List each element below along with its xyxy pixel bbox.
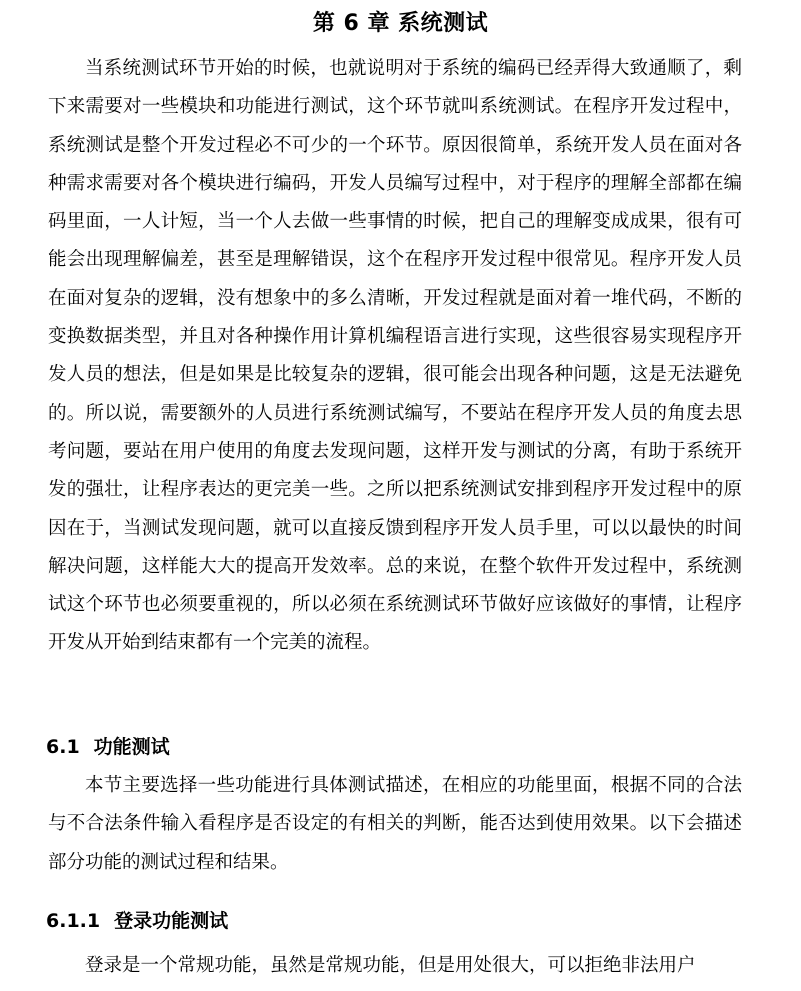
section-title: 功能测试 — [93, 736, 170, 758]
section-heading-6-1 — [46, 732, 170, 762]
section-heading-6-1-1 — [46, 906, 228, 936]
section-6-1-paragraph: 本节主要选择一些功能进行具体测试描述，在相应的功能里面，根据不同的合法与不合法条件输入看程序是否设定的有相关的判断，能否达到使用效果。以下会描述部分功能的测试过程和结果。 — [48, 775, 742, 873]
section-6-1-1-paragraph: 登录是一个常规功能，虽然是常规功能，但是用处很大，可以拒绝非法用户 — [85, 955, 696, 976]
section-number: 6.1 — [46, 736, 80, 758]
chapter-title: 第 6 章 系统测试 — [312, 11, 489, 36]
section-title: 登录功能测试 — [114, 910, 229, 932]
section-number: 6.1.1 — [46, 910, 101, 932]
intro-paragraph: 当系统测试环节开始的时候，也就说明对于系统的编码已经弄得大致通顺了，剩下来需要对一些模块和功能进行测试，这个环节就叫系统测试。在程序开发过程中，系统测试是整个开发过程必不可少的一个环节。原因很简单，系统开发人员在面对各种需求需要对各个模块进行编码，开发人员编写过程中，对于程序的理解全部都在编码里面，一人计短，当一个人去做一些事情的时候，把自己的理解变成成果，很有可能会出现理解偏差，甚至是理解错误，这个在程序开发过程中很常见。程序开发人员在面对复杂的逻辑，没有想象中的多么清晰，开发过程就是面对着一堆代码，不断的变换数据类型，并且对各种操作用计算机编程语言进行实现，这些很容易实现程序开发人员的想法，但是如果是比较复杂的逻辑，很可能会出现各种问题，这是无法避免的。所以说，需要额外的人员进行系统测试编写，不要站在程序开发人员的角度去思考问题，要站在用户使用的角度去发现问题，这样开发与测试的分离，有助于系统开发的强壮，让程序表达的更完美一些。之所以把系统测试安排到程序开发过程中的原因在于，当测试发现问题，就可以直接反馈到程序开发人员手里，可以以最快的时间解决问题，这样能大大的提高开发效率。总的来说，在整个软件开发过程中，系统测试这个环节也必须要重视的，所以必须在系统测试环节做好应该做好的事情，让程序开发从开始到结束都有一个完美的流程。 — [48, 58, 742, 654]
